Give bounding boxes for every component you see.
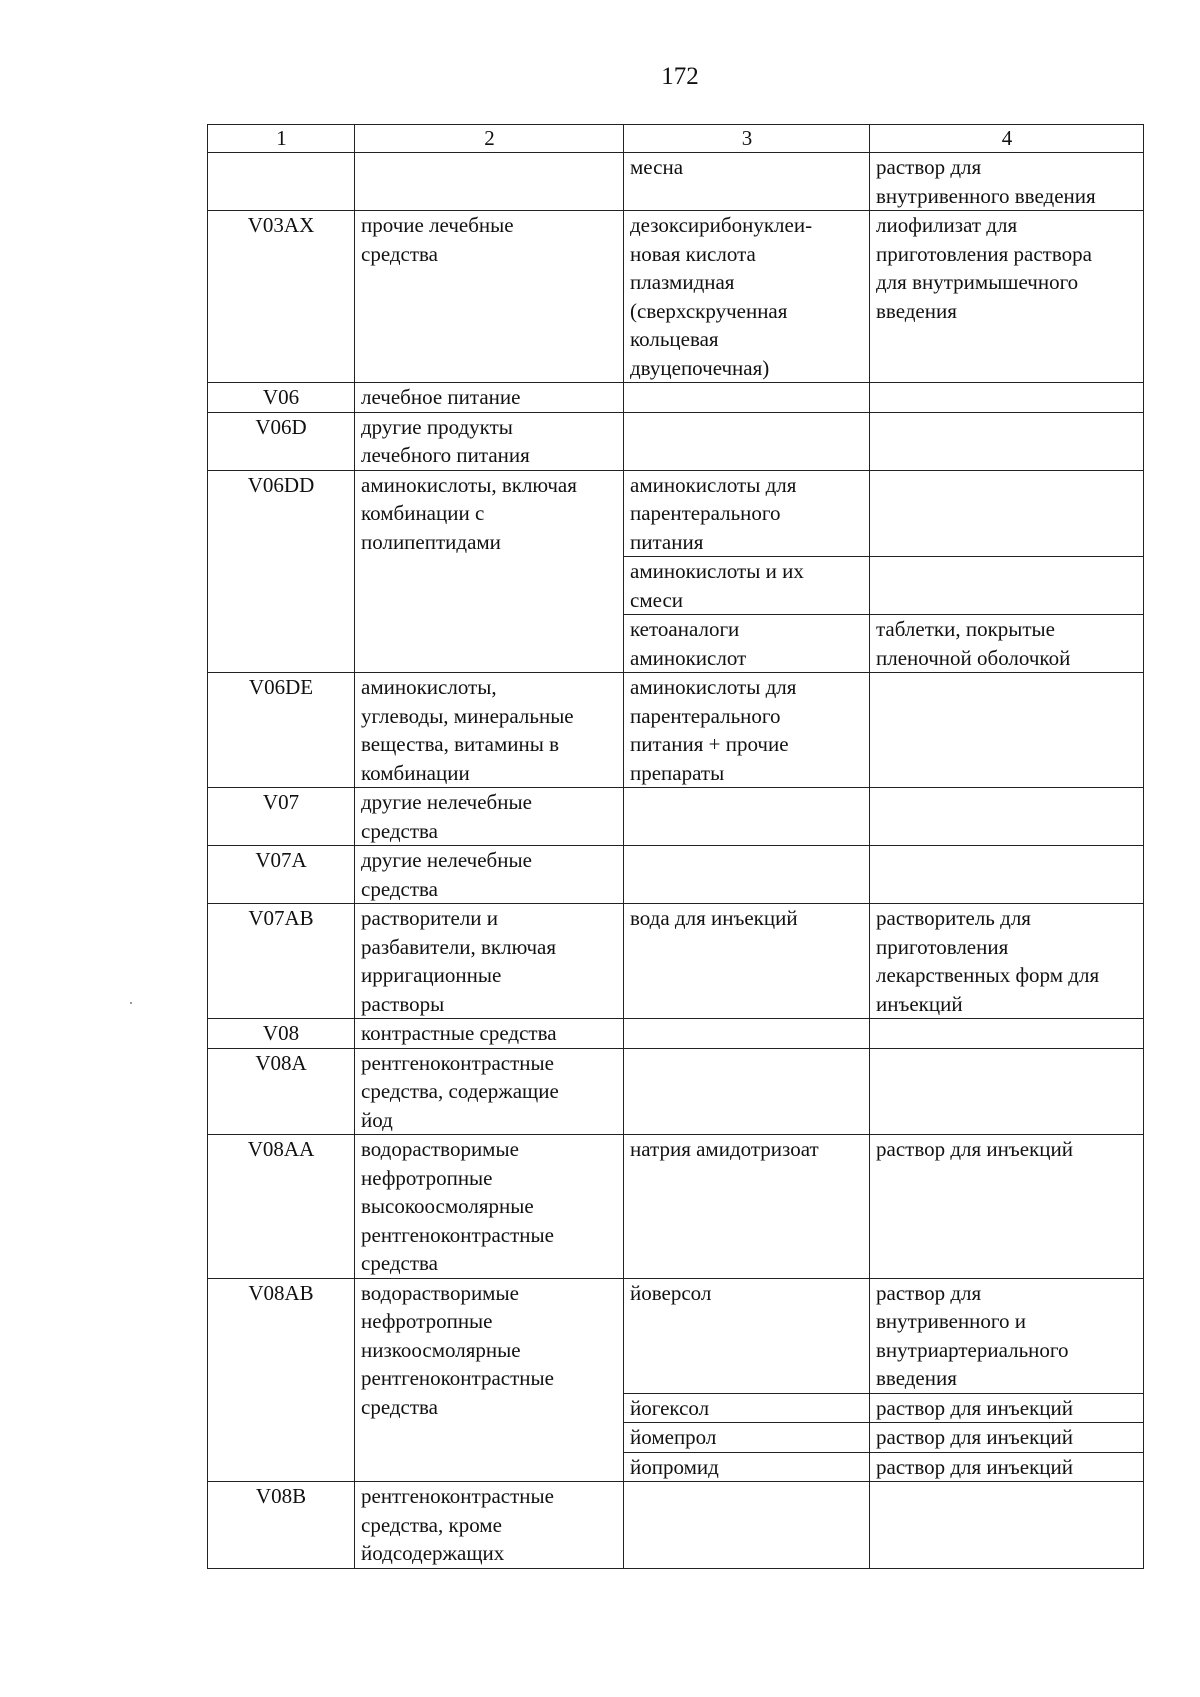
medicinal-product-cell [624, 1135, 870, 1279]
atc-code: V06DE [248, 675, 314, 699]
table-header-row [208, 125, 1144, 153]
table-row [208, 1135, 1144, 1279]
table-row [208, 904, 1144, 1019]
table-row [208, 470, 1144, 557]
dosage-form-cell [870, 383, 1144, 413]
anatomical-therapeutic-group-cell [355, 383, 624, 413]
medicinal-product-cell [624, 153, 870, 211]
table-row [208, 673, 1144, 788]
medicinal-product-name: йоверсол [630, 1280, 712, 1305]
table-row [208, 1048, 1144, 1135]
medicinal-product-cell [624, 673, 870, 788]
anatomical-therapeutic-group-cell [355, 788, 624, 846]
column-header-3: 3 [624, 125, 870, 153]
dosage-form-cell [870, 1452, 1144, 1482]
atc-code: V07AB [248, 906, 314, 930]
group-name: контрастные средства [361, 1021, 557, 1045]
anatomical-therapeutic-group-cell [355, 153, 624, 211]
atc-code: V06DD [247, 472, 315, 497]
group-name: растворители и разбавители, включая ирригационные растворы [361, 906, 557, 1016]
atc-code: V03AX [247, 213, 315, 237]
anatomical-therapeutic-group-cell [355, 1482, 624, 1569]
dosage-form-cell [870, 1048, 1144, 1135]
medicinal-product-cell [624, 211, 870, 383]
atc-code-cell [208, 1135, 355, 1279]
column-header-1: 1 [208, 125, 355, 153]
atc-code: V08AA [247, 1137, 315, 1161]
medicinal-product-name: аминокислоты для парентерального питания + прочие препараты [630, 675, 797, 785]
dosage-form-cell [870, 557, 1144, 615]
dosage-form-cell [870, 412, 1144, 470]
medicinal-product-cell [624, 557, 870, 615]
dosage-form: раствор для инъекций [876, 1395, 1073, 1420]
group-name: аминокислоты, включая комбинации с полипептидами [361, 472, 577, 554]
anatomical-therapeutic-group-cell [355, 1019, 624, 1049]
dosage-form-cell [870, 1423, 1144, 1453]
atc-code-cell [208, 412, 355, 470]
dosage-form: раствор для внутривенного и внутриартериального введения [876, 1280, 1069, 1390]
dosage-form-cell [870, 1393, 1144, 1423]
medicinal-product-cell [624, 412, 870, 470]
dosage-form-cell [870, 211, 1144, 383]
medicinal-product-name: натрия амидотризоат [630, 1137, 819, 1161]
medicinal-product-name: вода для инъекций [630, 906, 798, 930]
atc-code: V06D [255, 414, 307, 439]
atc-code-cell [208, 1019, 355, 1049]
dosage-form: раствор для внутривенного введения [876, 155, 1096, 208]
column-header-4: 4 [870, 125, 1144, 153]
atc-code: V07A [255, 848, 307, 872]
medicinal-product-cell [624, 615, 870, 673]
anatomical-therapeutic-group-cell [355, 1048, 624, 1135]
dosage-form: лиофилизат для приготовления раствора для внутримышечного введения [876, 213, 1092, 323]
group-name: другие нелечебные средства [361, 790, 532, 843]
table-row [208, 153, 1144, 211]
table-row [208, 412, 1144, 470]
atc-code: V06 [262, 385, 300, 409]
dosage-form: раствор для инъекций [876, 1425, 1073, 1449]
dosage-form-cell [870, 1135, 1144, 1279]
medicinal-product-name: кетоаналоги аминокислот [630, 617, 747, 670]
anatomical-therapeutic-group-cell [355, 1135, 624, 1279]
dosage-form: таблетки, покрытые пленочной оболочкой [876, 617, 1071, 670]
group-name: другие нелечебные средства [361, 848, 532, 901]
atc-code-cell [208, 383, 355, 413]
group-name: прочие лечебные средства [361, 213, 514, 266]
atc-code: V08B [255, 1484, 307, 1508]
atc-code-cell [208, 1278, 355, 1482]
atc-code-cell [208, 1482, 355, 1569]
atc-code: V08AB [248, 1280, 314, 1305]
table-row [208, 1278, 1144, 1393]
group-name: аминокислоты, углеводы, минеральные вещества, витамины в комбинации [361, 675, 574, 785]
medicinal-product-cell [624, 1423, 870, 1453]
medicinal-product-cell [624, 1278, 870, 1393]
atc-code-cell [208, 904, 355, 1019]
dosage-form: растворитель для приготовления лекарственных форм для инъекций [876, 906, 1100, 1016]
atc-code: V08A [255, 1050, 307, 1075]
medicinal-product-cell [624, 904, 870, 1019]
medicinal-product-cell [624, 383, 870, 413]
anatomical-therapeutic-group-cell [355, 846, 624, 904]
dosage-form-cell [870, 1278, 1144, 1393]
medicinal-product-cell [624, 1393, 870, 1423]
medicinal-product-cell [624, 1048, 870, 1135]
atc-code-cell [208, 673, 355, 788]
atc-code-cell [208, 1048, 355, 1135]
group-name: рентгеноконтрастные средства, содержащие йод [361, 1050, 559, 1132]
dosage-form-cell [870, 470, 1144, 557]
page-number: 172 [661, 63, 699, 90]
medicinal-product-cell [624, 1452, 870, 1482]
medicinal-product-name: аминокислоты и их смеси [630, 559, 804, 612]
atc-code-cell [208, 153, 355, 211]
dosage-form: раствор для инъекций [876, 1454, 1073, 1479]
atc-code: V07 [262, 790, 300, 814]
medicinal-product-cell [624, 788, 870, 846]
atc-code-cell [208, 846, 355, 904]
anatomical-therapeutic-group-cell [355, 673, 624, 788]
column-header-2: 2 [355, 125, 624, 153]
group-name: водорастворимые нефротропные низкоосмолярные рентгеноконтрастные средства [361, 1280, 554, 1419]
table-row [208, 211, 1144, 383]
dosage-form-cell [870, 615, 1144, 673]
atc-code-cell [208, 788, 355, 846]
table-body [208, 125, 1144, 1569]
table-row [208, 1019, 1144, 1049]
anatomical-therapeutic-group-cell [355, 1278, 624, 1482]
atc-code-cell [208, 470, 355, 673]
anatomical-therapeutic-group-cell [355, 904, 624, 1019]
dosage-form-cell [870, 904, 1144, 1019]
group-name: рентгеноконтрастные средства, кроме йодсодержащих [361, 1484, 554, 1565]
dosage-form-cell [870, 846, 1144, 904]
dosage-form-cell [870, 788, 1144, 846]
medicinal-product-name: йомепрол [630, 1425, 717, 1449]
anatomical-therapeutic-group-cell [355, 470, 624, 673]
medicinal-product-name: йопромид [630, 1454, 719, 1479]
table-row [208, 383, 1144, 413]
medicinal-product-name: дезоксирибонуклеи- новая кислота плазмидная (сверхскрученная кольцевая двуцепочечная) [630, 213, 813, 380]
medicinal-product-name: аминокислоты для парентерального питания [630, 472, 797, 554]
group-name: лечебное питание [361, 385, 521, 409]
table-row [208, 788, 1144, 846]
anatomical-therapeutic-group-cell [355, 412, 624, 470]
dosage-form-cell [870, 1482, 1144, 1569]
dosage-form-cell [870, 1019, 1144, 1049]
table-row [208, 1482, 1144, 1569]
table-row [208, 846, 1144, 904]
medicinal-product-cell [624, 1482, 870, 1569]
medicinal-product-name: месна [630, 155, 684, 179]
group-name: другие продукты лечебного питания [361, 414, 530, 467]
dosage-form-cell [870, 673, 1144, 788]
atc-code: V08 [262, 1021, 300, 1045]
medicinal-product-name: йогексол [630, 1395, 710, 1420]
group-name: водорастворимые нефротропные высокоосмолярные рентгеноконтрастные средства [361, 1137, 554, 1275]
scan-speck [130, 1002, 132, 1004]
dosage-form: раствор для инъекций [876, 1137, 1073, 1161]
drug-classification-table [207, 124, 1144, 1569]
atc-code-cell [208, 211, 355, 383]
medicinal-product-cell [624, 470, 870, 557]
medicinal-product-cell [624, 846, 870, 904]
dosage-form-cell [870, 153, 1144, 211]
anatomical-therapeutic-group-cell [355, 211, 624, 383]
medicinal-product-cell [624, 1019, 870, 1049]
